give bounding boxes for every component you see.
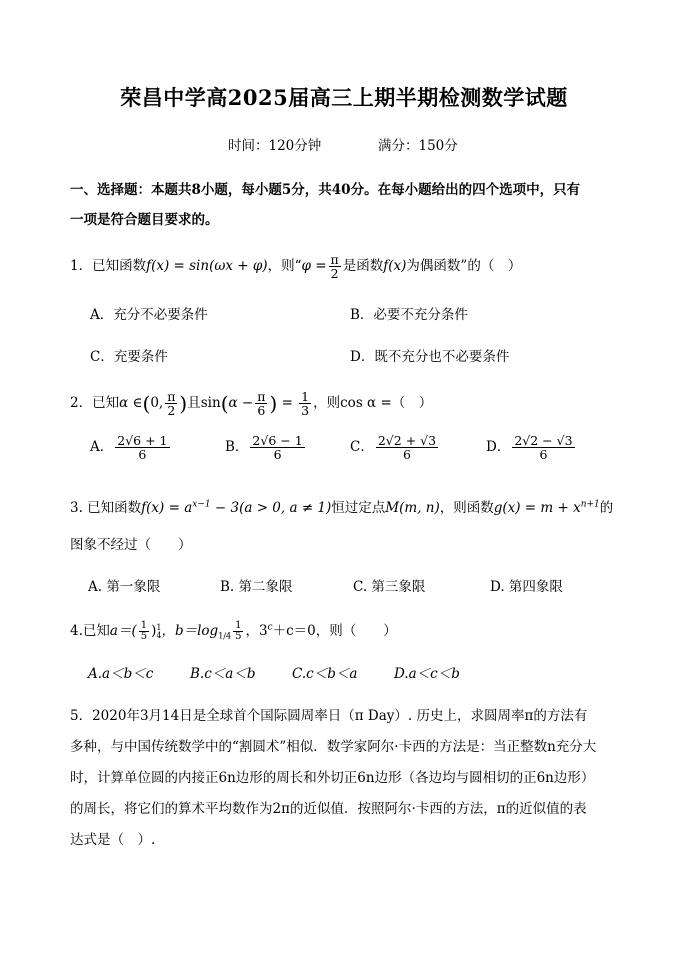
exam-time: 时间：120分钟 — [228, 138, 322, 154]
question-3-stem-line2: 图象不经过（ ） — [70, 537, 192, 553]
q2-option-d: D． $\frac{2√2 - √3}{6}$ — [486, 433, 573, 463]
question-5-line4: 的周长，将它们的算术平均数作为2π的近似值．按照阿尔·卡西的方法，π的近似值的表 — [70, 801, 587, 817]
q4-option-b: B.c＜a＜b — [190, 666, 256, 682]
q2-option-b: B． $\frac{2√6 - 1}{6}$ — [225, 433, 303, 463]
q2-option-a: A． $\frac{2√6 + 1}{6}$ — [90, 433, 168, 463]
section-heading-line2: 一项是符合题目要求的。 — [70, 212, 219, 228]
question-5-line2: 多种，与中国传统数学中的“割圆术”相似．数学家阿尔·卡西的方法是：当正整数n充分大 — [70, 739, 597, 755]
q1-option-d: D．既不充分也不必要条件 — [350, 349, 510, 365]
q1-option-c: C．充要条件 — [90, 349, 168, 365]
q1-option-b: B．必要不充分条件 — [350, 307, 468, 323]
q4-option-a: A.a＜b＜c — [88, 666, 154, 682]
q3-option-b: B. 第二象限 — [220, 579, 293, 595]
q1-option-a: A．充分不必要条件 — [90, 307, 208, 323]
q3-option-a: A. 第一象限 — [88, 579, 161, 595]
exam-score: 满分：150分 — [378, 138, 458, 154]
q3-option-c: C. 第三象限 — [353, 579, 426, 595]
q4-option-c: C.c＜b＜a — [292, 666, 358, 682]
question-5-line3: 时，计算单位圆的内接正6n边形的周长和外切正6n边形（各边均与圆相切的正6n边形） — [70, 770, 595, 786]
q3-option-d: D. 第四象限 — [490, 579, 563, 595]
question-5-line1: 5．2020年3月14日是全球首个国际圆周率日（π Day）. 历史上，求圆周率π的方法有 — [70, 708, 588, 724]
q4-option-d: D.a＜c＜b — [394, 666, 460, 682]
section-heading-line1: 一、选择题：本题共8小题，每小题5分，共40分。在每小题给出的四个选项中，只有 — [70, 182, 581, 198]
question-5-line5: 达式是（ ）. — [70, 832, 156, 848]
q1-fraction: $\frac{\pi}{2}$ — [330, 252, 339, 282]
question-4-stem: 4.已知a＝( $\frac{1}{5}$ ) $^{1 4}$ ，$b=\log_{1/4}$ $\frac{1}{5}$ ，$3^c+c=0$，则（ ） — [70, 619, 397, 642]
question-3-stem-line1: 3. 已知函数$f(x) = a^{x-1} - 3(a > 0$, a ≠ 1)恒过定点M(m, n)，则函数$g(x) = m + x^{n+1}$的 — [70, 499, 614, 516]
q1-function: f(x) = sin(ωx + φ) — [146, 258, 268, 275]
question-2-stem: 2．已知α ∈(0, $\frac{\pi}{2}$ )且sin(α − $\frac{\pi}{6}$ ) = $\frac{1}{3}$ ，则cos α =（ ） — [70, 389, 433, 419]
question-1-stem: 1．已知函数f(x) = sin(ωx + φ)，则“φ = $\frac{\pi}{2}$ 是函数f(x)为偶函数”的（ ） — [70, 252, 522, 282]
q2-option-c: C． $\frac{2√2 + √3}{6}$ — [350, 433, 437, 463]
exam-title: 荣昌中学高2025届高三上期半期检测数学试题 — [120, 85, 568, 110]
